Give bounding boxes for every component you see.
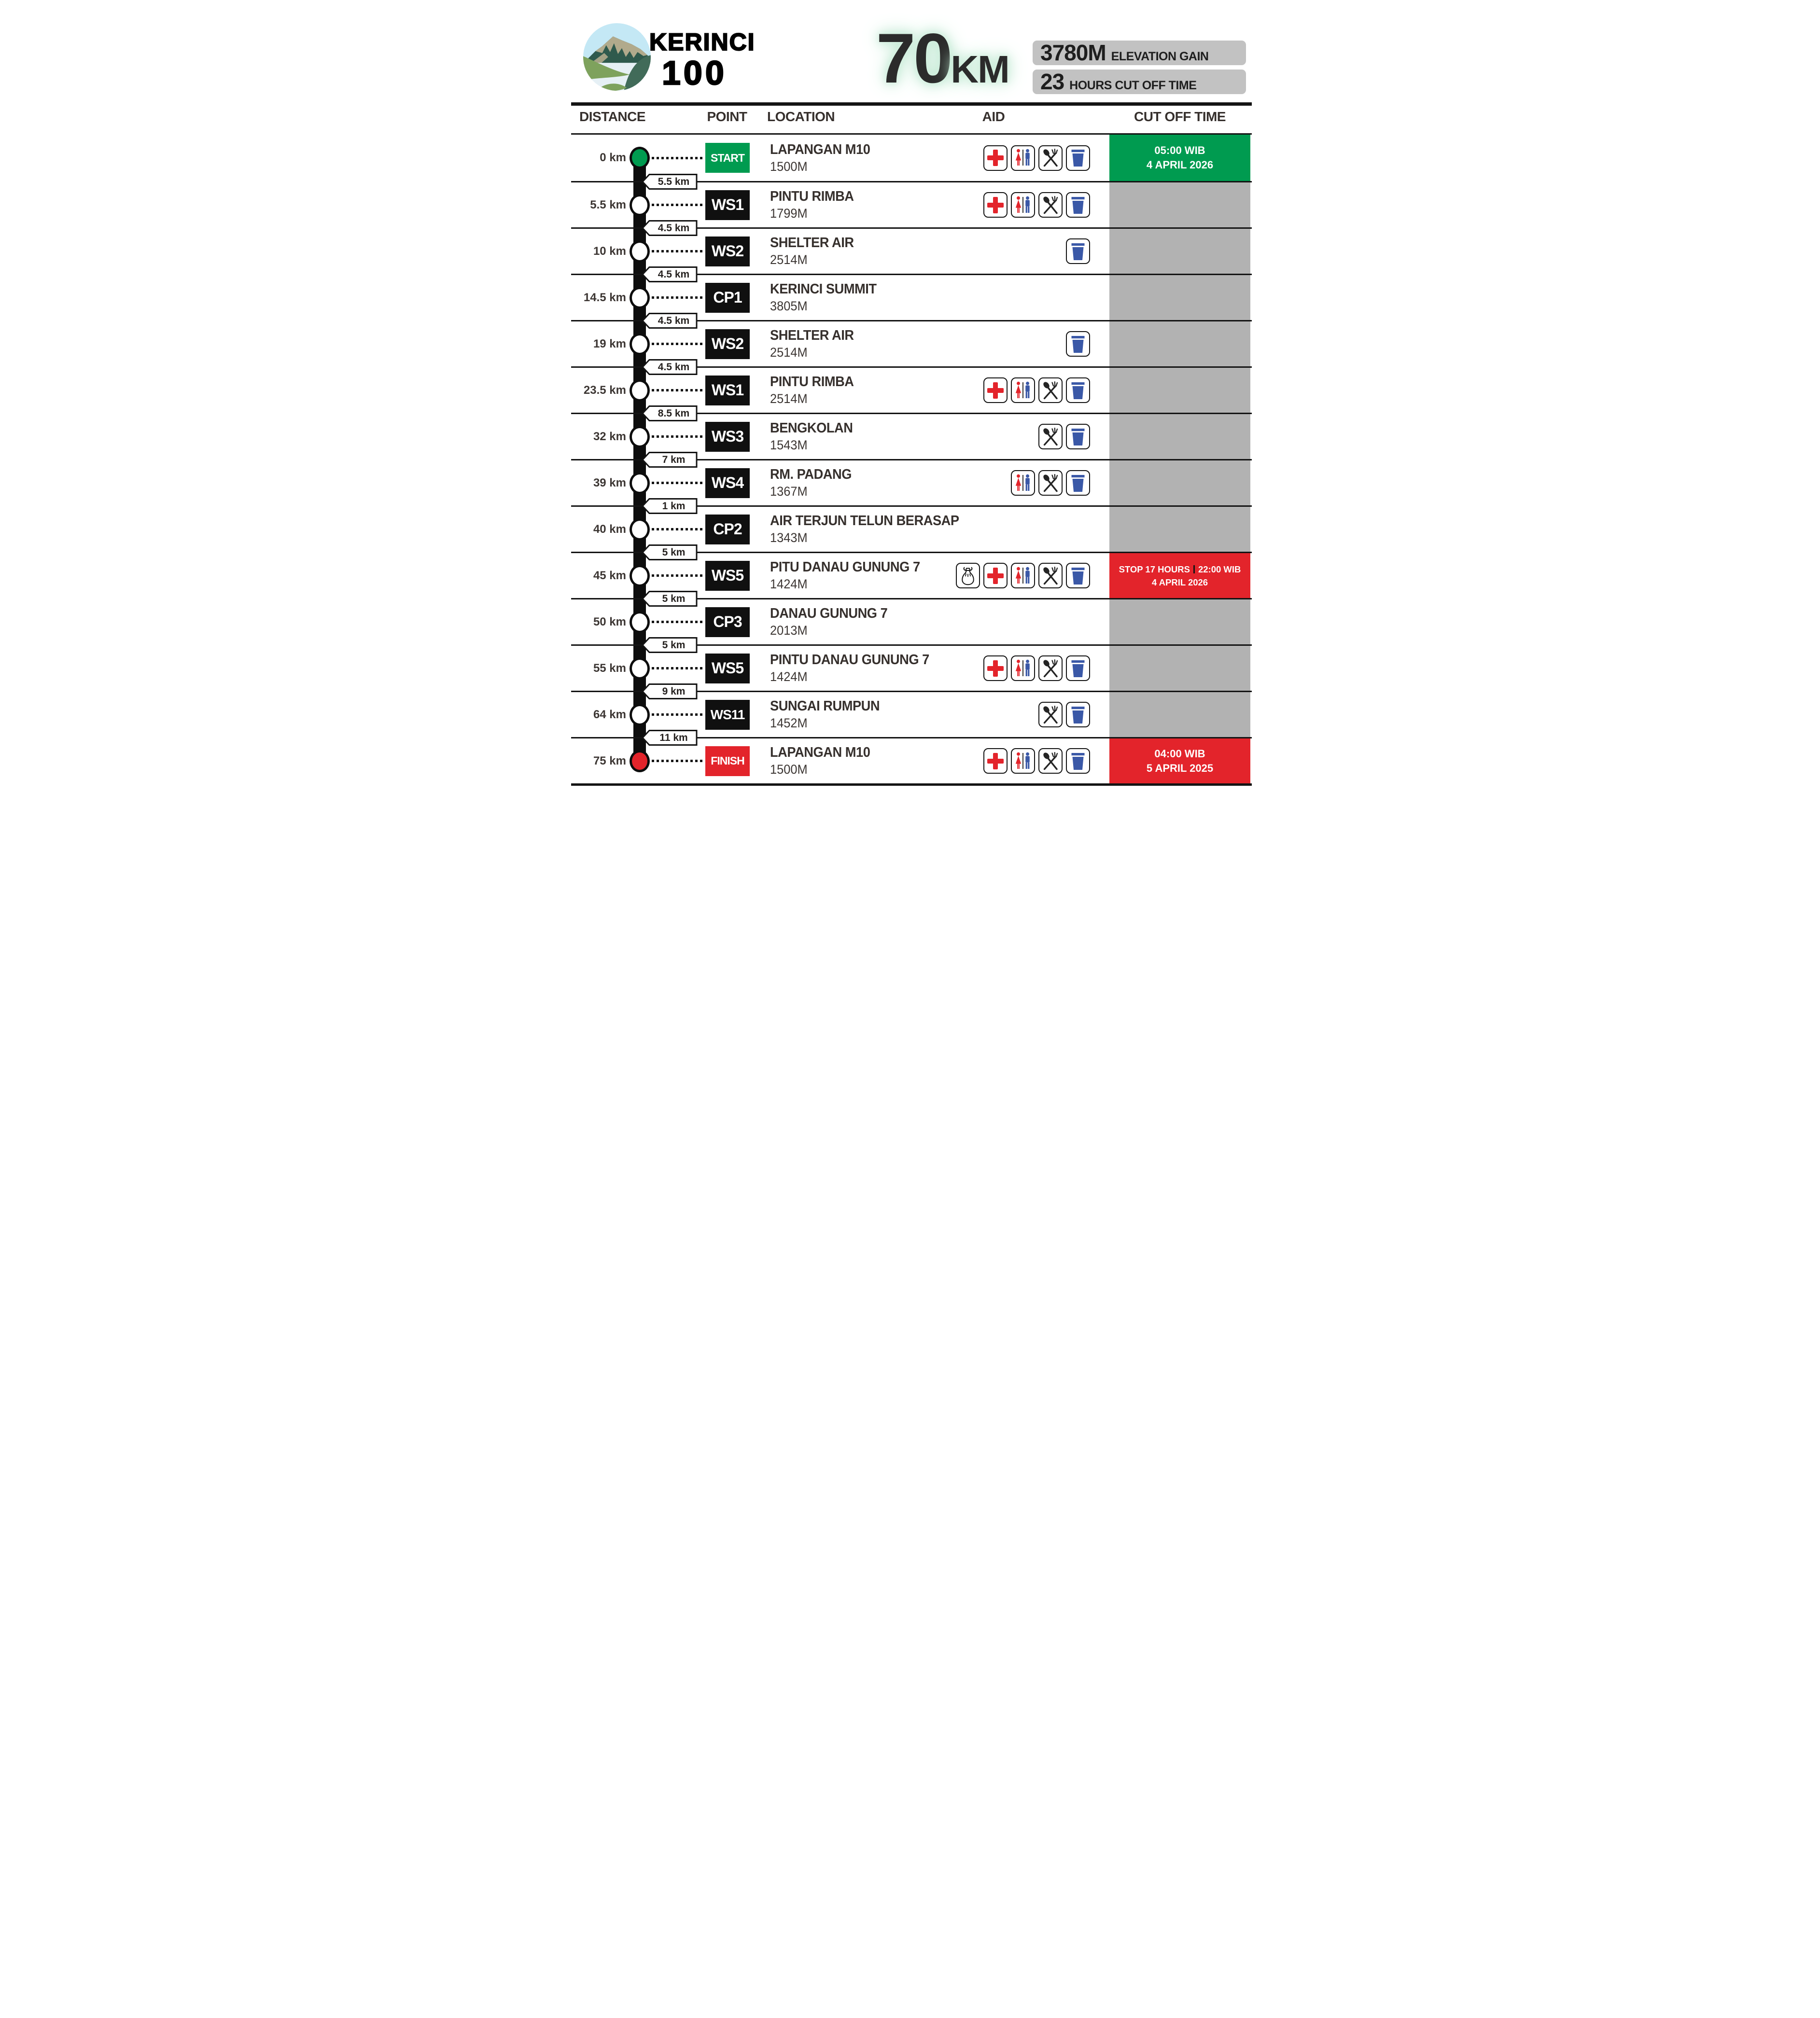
point-badge: START [705,143,750,173]
aid-icons [983,646,1090,691]
course-table [571,133,1252,786]
water-glass-icon [1066,424,1090,449]
cutlery-icon [1038,702,1063,727]
mountain-logo-icon [583,22,651,92]
cutoff-time-cell [1109,692,1250,737]
route-marker [630,611,650,633]
cutoff-time-cell [1109,182,1250,227]
location-elevation: 1343M [770,530,808,545]
location-name: PINTU RIMBA [770,189,854,204]
distance-label: 5.5 km [590,198,626,211]
point-badge: WS5 [705,561,750,591]
location-name: PITU DANAU GUNUNG 7 [770,559,920,575]
water-glass-icon [1066,470,1090,496]
route-marker [630,240,650,263]
cutoff-line1: 05:00 WIB [1154,144,1205,156]
location-cell [770,738,870,783]
location-elevation: 2514M [770,391,808,406]
distance-gap-label [642,591,698,607]
aid-icons [1038,414,1090,459]
distance-label: 64 km [593,708,626,721]
cutlery-icon [1038,470,1063,496]
col-header-cutoff: CUT OFF TIME [1134,109,1226,124]
course-row-0-km [571,135,1252,187]
location-cell [770,229,854,274]
distance-label: 39 km [593,476,626,489]
route-marker [630,657,650,680]
distance-gap-label [642,266,698,282]
water-glass-icon [1066,748,1090,774]
location-cell [770,182,854,227]
toilets-icon [1011,563,1035,588]
aid-icons [1066,229,1090,274]
distance-gap-label [642,174,698,190]
race-stats [1033,41,1246,94]
location-cell [770,646,929,691]
water-glass-icon [1066,331,1090,357]
race-distance-unit: KM [951,48,1009,91]
point-badge: CP2 [705,515,750,544]
dotted-connector [652,204,703,206]
gap-distance-text: 5 km [662,546,686,558]
col-header-aid: AID [982,109,1005,124]
race-course-sheet [546,0,1274,807]
medical-cross-icon [983,748,1008,774]
water-glass-icon [1066,145,1090,171]
distance-label: 50 km [593,615,626,628]
point-badge: FINISH [705,746,750,776]
location-name: SHELTER AIR [770,235,854,251]
cutoff-line2: 5 APRIL 2025 [1146,762,1214,774]
table-column-headers [571,108,1252,133]
point-badge: WS11 [705,700,750,730]
logo-subtitle: 100 [662,54,727,92]
point-badge: WS3 [705,422,750,452]
location-cell [770,275,877,320]
location-cell [770,414,853,459]
water-glass-icon [1066,702,1090,727]
gap-distance-text: 1 km [662,500,686,512]
location-elevation: 3805M [770,299,808,313]
distance-gap-label [642,730,698,746]
distance-label: 19 km [593,337,626,350]
location-name: KERINCI SUMMIT [770,281,877,297]
location-name: SUNGAI RUMPUN [770,698,880,714]
cutoff-hours-label: HOURS CUT OFF TIME [1069,79,1197,92]
cutoff-line1: 04:00 WIB [1154,747,1205,760]
point-badge: WS5 [705,654,750,683]
toilets-icon [1011,145,1035,171]
dotted-connector [652,389,703,391]
cutoff-line2: 4 APRIL 2026 [1146,159,1214,171]
cutoff-time-cell [1109,599,1250,644]
location-elevation: 1424M [770,577,808,591]
water-glass-icon [1066,192,1090,218]
location-cell [770,135,870,181]
location-name: AIR TERJUN TELUN BERASAP [770,513,959,529]
medical-cross-icon [983,145,1008,171]
aid-icons [983,368,1090,413]
dotted-connector [652,157,703,159]
distance-gap-label [642,359,698,375]
cutoff-time-cell [1109,414,1250,459]
distance-gap-label [642,683,698,699]
cutoff-time-cell [1109,646,1250,691]
location-elevation: 2013M [770,623,808,638]
route-marker [630,565,650,587]
col-header-point: POINT [707,109,747,124]
elevation-gain-value: 3780M [1040,41,1106,65]
logo-title: KERINCI [649,28,756,56]
cutlery-icon [1038,424,1063,449]
location-elevation: 2514M [770,345,808,360]
water-glass-icon [1066,563,1090,588]
medical-cross-icon [983,655,1008,681]
dotted-connector [652,667,703,669]
dotted-connector [652,250,703,252]
toilets-icon [1011,655,1035,681]
gap-distance-text: 11 km [659,732,688,743]
gap-distance-text: 4.5 km [658,315,690,326]
point-badge: WS2 [705,329,750,359]
cutoff-time-cell [1109,321,1250,366]
location-elevation: 1543M [770,438,808,452]
location-elevation: 1367M [770,484,808,499]
point-badge: WS2 [705,237,750,266]
drop-bag-icon [956,563,980,588]
toilets-icon [1011,192,1035,218]
aid-icons [1038,692,1090,737]
toilets-icon [1011,377,1035,403]
cutlery-icon [1038,192,1063,218]
location-elevation: 1799M [770,206,808,221]
gap-distance-text: 4.5 km [658,222,690,234]
water-glass-icon [1066,655,1090,681]
medical-cross-icon [983,377,1008,403]
distance-label: 10 km [593,244,626,258]
point-badge: WS4 [705,468,750,498]
gap-distance-text: 8.5 km [658,407,690,419]
distance-gap-label [642,220,698,236]
location-cell [770,460,852,505]
route-marker [630,472,650,494]
cutoff-time-cell [1109,229,1250,274]
cutoff-time-cell [1109,275,1250,320]
dotted-connector [652,713,703,716]
location-elevation: 1500M [770,762,808,777]
aid-icons [956,553,1090,598]
location-cell [770,692,880,737]
cutoff-line2: 4 APRIL 2026 [1151,577,1208,587]
aid-icons [1011,460,1090,505]
cutlery-icon [1038,145,1063,171]
location-cell [770,321,854,366]
route-marker [630,333,650,355]
cutoff-time-cell [1109,135,1250,181]
location-name: LAPANGAN M10 [770,745,870,760]
route-marker [630,194,650,216]
medical-cross-icon [983,563,1008,588]
dotted-connector [652,296,703,299]
distance-gap-label [642,637,698,653]
water-glass-icon [1066,238,1090,264]
medical-cross-icon [983,192,1008,218]
location-name: RM. PADANG [770,467,852,482]
route-marker [630,518,650,541]
dotted-connector [652,760,703,762]
location-name: LAPANGAN M10 [770,141,870,157]
elevation-gain-badge [1033,41,1246,65]
distance-gap-label [642,452,698,468]
cutoff-time-cell [1109,738,1250,783]
cutoff-hours-badge [1033,70,1246,94]
dotted-connector [652,435,703,438]
distance-gap-label [642,544,698,560]
water-glass-icon [1066,377,1090,403]
route-marker [630,704,650,726]
location-cell [770,507,959,552]
gap-distance-text: 7 km [662,454,686,465]
distance-label: 55 km [593,661,626,675]
gap-distance-text: 4.5 km [658,268,690,280]
location-name: SHELTER AIR [770,328,854,343]
cutoff-time-cell [1109,368,1250,413]
location-elevation: 1452M [770,716,808,730]
cutoff-time-cell [1109,553,1250,598]
gap-distance-text: 5.5 km [658,176,690,187]
point-badge: CP3 [705,607,750,637]
aid-icons [983,182,1090,227]
route-marker [630,426,650,448]
cutoff-time-cell [1109,507,1250,552]
distance-label: 45 km [593,569,626,582]
toilets-icon [1011,470,1035,496]
location-name: BENGKOLAN [770,420,853,436]
distance-label: 40 km [593,522,626,536]
cutoff-hours-value: 23 [1040,70,1064,94]
dotted-connector [652,621,703,623]
gap-distance-text: 5 km [662,593,686,604]
dotted-connector [652,343,703,345]
race-distance-number: 70 [876,19,951,97]
distance-gap-label [642,313,698,329]
cutlery-icon [1038,377,1063,403]
location-cell [770,368,854,413]
route-marker [630,287,650,309]
race-logo [649,30,756,90]
location-elevation: 1500M [770,159,808,174]
distance-label: 23.5 km [583,383,626,397]
cutoff-line1: STOP 17 HOURS 22:00 WIB [1119,564,1241,574]
location-elevation: 2514M [770,252,808,267]
aid-icons [1066,321,1090,366]
cutlery-icon [1038,655,1063,681]
point-badge: CP1 [705,283,750,313]
race-distance [876,19,1009,97]
gap-distance-text: 9 km [662,685,686,697]
point-badge: WS1 [705,376,750,405]
location-name: DANAU GUNUNG 7 [770,606,888,621]
location-cell [770,553,920,598]
point-badge: WS1 [705,190,750,220]
elevation-gain-label: ELEVATION GAIN [1111,50,1209,63]
gap-distance-text: 5 km [662,639,686,651]
cutlery-icon [1038,563,1063,588]
cutoff-time-cell [1109,460,1250,505]
cutlery-icon [1038,748,1063,774]
header-divider [571,102,1252,106]
location-name: PINTU DANAU GUNUNG 7 [770,652,929,668]
distance-label: 14.5 km [583,291,626,304]
route-marker [630,147,650,169]
col-header-distance: DISTANCE [579,109,646,124]
distance-label: 32 km [593,430,626,443]
distance-gap-label [642,405,698,421]
dotted-connector [652,574,703,577]
location-name: PINTU RIMBA [770,374,854,390]
dotted-connector [652,482,703,484]
route-marker [630,379,650,402]
toilets-icon [1011,748,1035,774]
col-header-location: LOCATION [767,109,835,124]
cutoff-separator [1193,565,1195,573]
distance-gap-label [642,498,698,514]
aid-icons [983,738,1090,783]
gap-distance-text: 4.5 km [658,361,690,373]
location-cell [770,599,887,644]
location-elevation: 1424M [770,669,808,684]
distance-label: 75 km [593,754,626,767]
dotted-connector [652,528,703,530]
aid-icons [983,135,1090,181]
distance-label: 0 km [600,151,626,164]
route-marker [630,750,650,772]
